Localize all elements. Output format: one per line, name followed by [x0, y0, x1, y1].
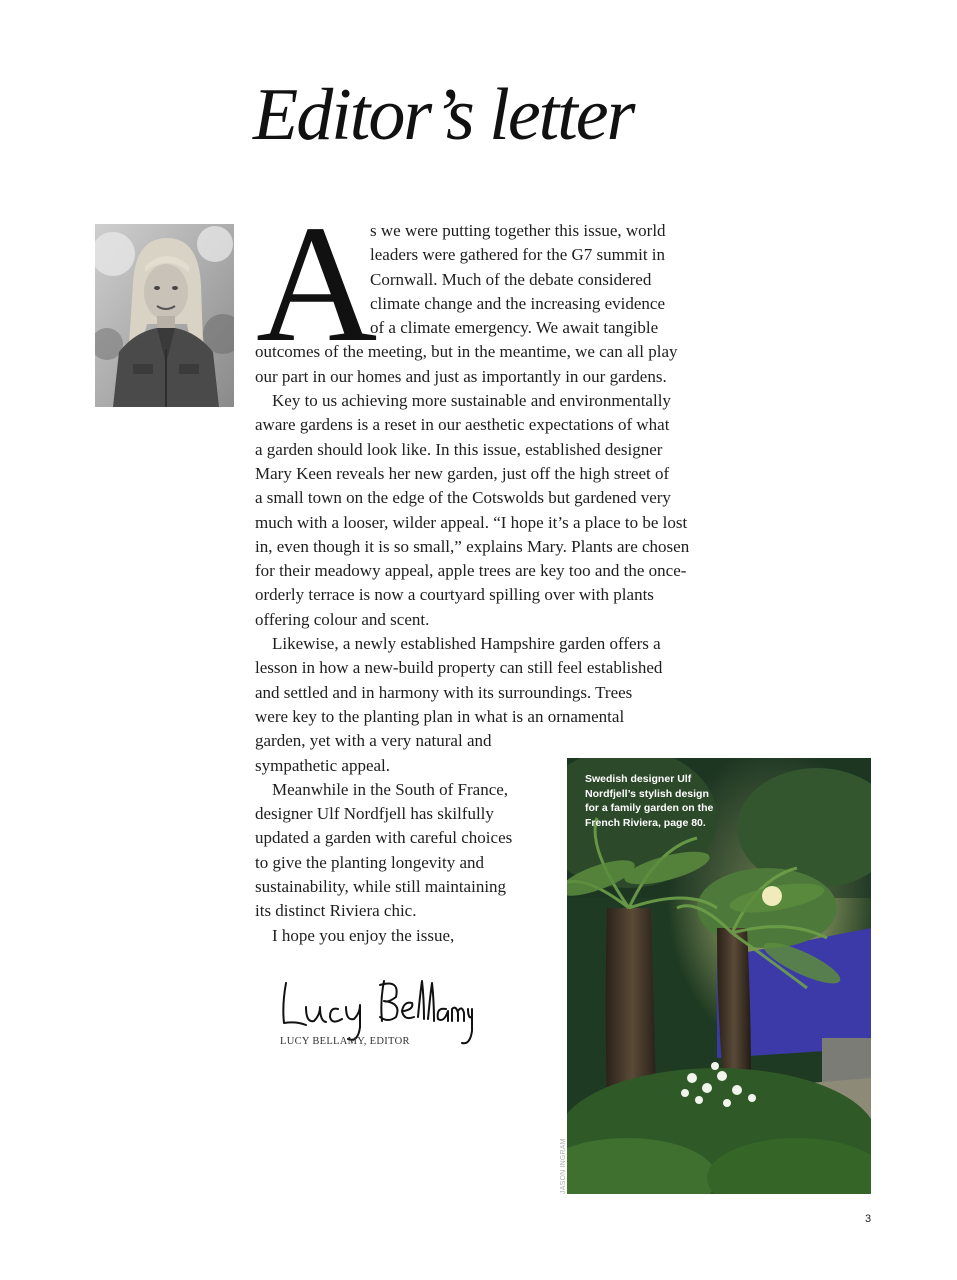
text-line: much with a looser, wilder appeal. “I hope it’s a place to be lost — [255, 512, 688, 532]
text-line: a garden should look like. In this issue, established designer — [255, 439, 663, 459]
text-line: and settled and in harmony with its surroundings. Trees — [255, 682, 633, 702]
editor-name: LUCY BELLAMY, EDITOR — [280, 1036, 410, 1047]
text-line: in, even though it is so small,” explains Mary. Plants are chosen — [255, 536, 690, 556]
text-line: lesson in how a new-build property can still feel established — [255, 658, 663, 678]
text-line: sympathetic appeal. — [255, 755, 391, 775]
photo-caption: Swedish designer Ulf Nordfjell’s stylish design for a family garden on the French Riviera, page 80. — [585, 773, 714, 829]
text-line: to give the planting longevity and — [255, 852, 484, 872]
editor-portrait — [95, 224, 234, 407]
text-line: climate change and the increasing evidence — [370, 293, 665, 313]
text-line: offering colour and scent. — [255, 609, 430, 629]
text-line: were key to the planting plan in what is an ornamental — [255, 706, 625, 726]
text-line: sustainability, while still maintaining — [255, 877, 507, 897]
text-line: outcomes of the meeting, but in the meantime, we can all play — [255, 342, 678, 362]
text-line: Mary Keen reveals her new garden, just off the high street of — [255, 463, 670, 483]
paragraph-2 — [255, 389, 715, 632]
text-line: its distinct Riviera chic. — [255, 901, 417, 921]
page-number: 3 — [865, 1213, 872, 1225]
text-line: orderly terrace is now a courtyard spilling over with plants — [255, 585, 654, 605]
text-line: updated a garden with careful choices — [255, 828, 513, 848]
text-line: aware gardens is a reset in our aesthetic expectations of what — [255, 415, 670, 435]
text-line: of a climate emergency. We await tangible — [370, 318, 659, 338]
text-line: for their meadowy appeal, apple trees are key too and the once- — [255, 561, 687, 581]
text-line: leaders were gathered for the G7 summit in — [370, 245, 666, 265]
text-line: designer Ulf Nordfjell has skilfully — [255, 804, 494, 824]
text-line: Meanwhile in the South of France, — [272, 779, 509, 799]
drop-cap: A — [256, 191, 378, 377]
text-line: garden, yet with a very natural and — [255, 731, 492, 751]
text-line: Key to us achieving more sustainable and environmentally — [272, 391, 671, 411]
text-line: I hope you enjoy the issue, — [272, 925, 455, 945]
text-line: Cornwall. Much of the debate considered — [370, 269, 652, 289]
text-line: a small town on the edge of the Cotswolds but gardened very — [255, 488, 671, 508]
text-line: Likewise, a newly established Hampshire garden offers a — [272, 634, 661, 654]
photo-credit: JASON INGRAM — [560, 1138, 567, 1194]
paragraph-1 — [255, 219, 715, 389]
text-line: s we were putting together this issue, world — [370, 221, 666, 240]
paragraph-3 — [255, 632, 715, 778]
text-line: our part in our homes and just as importantly in our gardens. — [255, 366, 667, 386]
page-title: Editor’s letter — [253, 74, 634, 156]
